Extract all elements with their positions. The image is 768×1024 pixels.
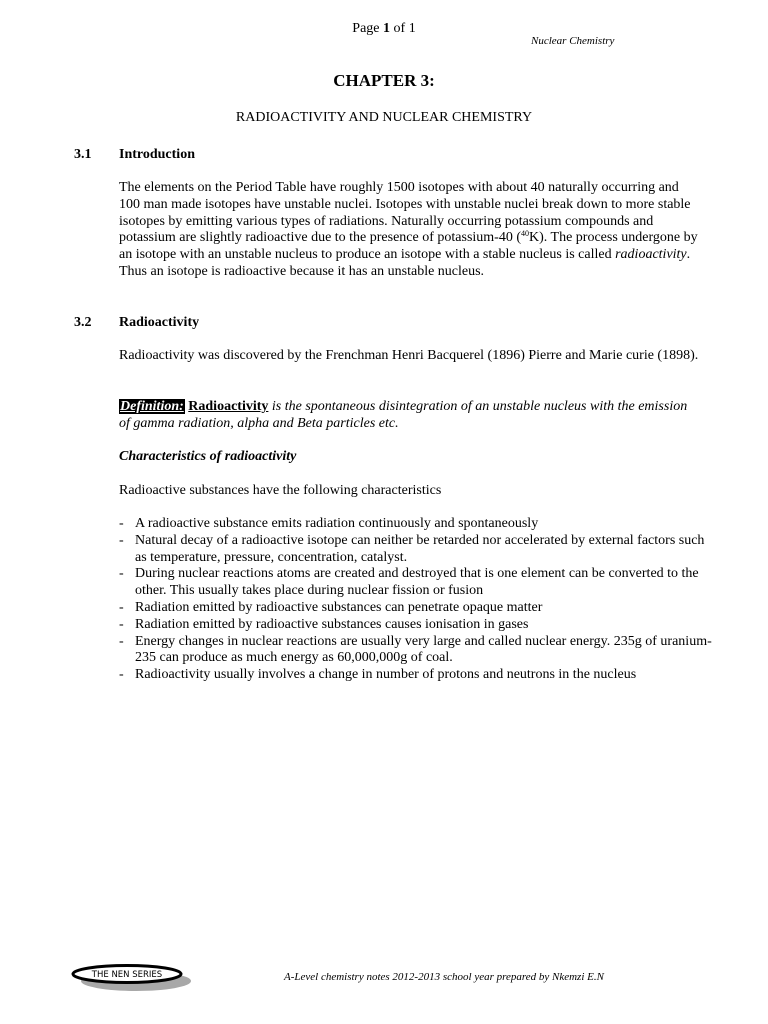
list-item: - A radioactive substance emits radiation continuously and spontaneously [119, 516, 719, 533]
nen-series-logo [70, 962, 194, 994]
definition-label: Definition: [120, 399, 184, 414]
page-label-prefix: Page [352, 21, 384, 36]
list-item: - Natural decay of a radioactive isotope can neither be retarded nor accelerated by external factors such as temperature, pressure, concentration, catalyst. [119, 533, 719, 567]
definition-term: Radioactivity [188, 399, 269, 414]
section-heading-3-2 [74, 315, 199, 331]
intro-text-part1: The elements on the Period Table have roughly 1500 isotopes with about 40 naturally occurring and 100 man made isotopes have unstable nuclei. Isotopes with unstable nuclei break down to more stable isotopes by emitting various types of radiations. Naturally occurring potassium compounds and potassium are slightly radioactive due to the presence of potassium-40 ( [119, 180, 691, 246]
definition-body: is the spontaneous disintegration of an unstable nucleus with the emission of gamma radiation, alpha and Beta particles etc. [119, 399, 688, 431]
page-current: 1 [383, 21, 391, 36]
running-header: Nuclear Chemistry [531, 35, 615, 47]
radioactivity-term: radioactivity [615, 247, 687, 263]
list-item: - During nuclear reactions atoms are created and destroyed that is one element can be converted to the other. This usually takes place during nuclear fission or fusion [119, 566, 719, 600]
radioactivity-paragraph: Radioactivity was discovered by the Frenchman Henri Bacquerel (1896) Pierre and Marie curie (1898). [119, 348, 699, 363]
section-title: Introduction [119, 147, 195, 162]
page-total: 1 [408, 21, 416, 36]
section-heading-3-1 [74, 147, 195, 163]
section-title: Radioactivity [119, 315, 200, 330]
footer-text: A-Level chemistry notes 2012-2013 school year prepared by Nkemzi E.N [284, 971, 604, 983]
chapter-subtitle: RADIOACTIVITY AND NUCLEAR CHEMISTRY [235, 110, 533, 125]
characteristics-list [119, 516, 719, 684]
list-item: - Radiation emitted by radioactive substances causes ionisation in gases [119, 617, 719, 634]
intro-text-part3: . Thus an isotope is radioactive because it has an unstable nucleus. [119, 247, 691, 279]
section-number: 3.1 [74, 147, 92, 162]
list-item: - Radioactivity usually involves a change in number of protons and neutrons in the nucleus [119, 667, 719, 684]
intro-text-part2: K). The process undergone by an isotope with an unstable nucleus to produce an isotope with a stable nucleus is called [119, 230, 698, 263]
characteristics-heading: Characteristics of radioactivity [119, 449, 297, 464]
introduction-paragraph [119, 180, 699, 281]
characteristics-intro: Radioactive substances have the following characteristics [119, 483, 442, 498]
page-number [0, 21, 768, 37]
logo-text: THE NEN SERIES [91, 970, 163, 980]
isotope-mass-superscript: 40 [521, 229, 530, 239]
list-item: - Energy changes in nuclear reactions are usually very large and called nuclear energy. 235g of uranium-235 can produce as much energy as 60,000,000g of coal. [119, 634, 719, 668]
definition-block [119, 399, 699, 433]
page-label-mid: of [390, 21, 409, 36]
section-number: 3.2 [74, 315, 92, 330]
chapter-title: CHAPTER 3: [333, 71, 435, 90]
list-item: - Radiation emitted by radioactive substances can penetrate opaque matter [119, 600, 719, 617]
